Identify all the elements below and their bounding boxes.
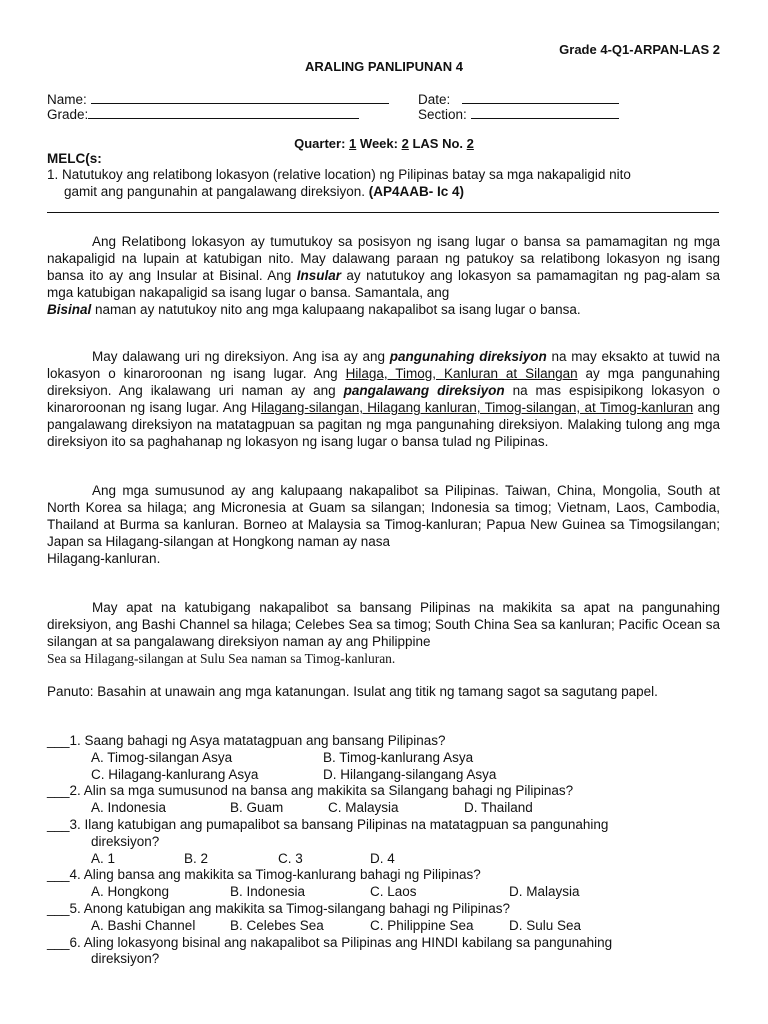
paragraph-directions (47, 348, 720, 450)
quarter-value: 1 (349, 136, 357, 151)
las-value: 2 (466, 136, 474, 151)
q2-option-b[interactable]: B. Guam (230, 800, 284, 816)
p4-text-a: May apat na katubigang nakapalibot sa bansang Pilipinas na makikita sa apat na pangunahing direksiyon, ang Bashi Channel sa hilaga; Celebes Sea sa timog; South China Sea sa kanluran; Pacific Ocean sa silangan at sa pangalawang direksiyon naman ay ang Philippine (47, 600, 720, 649)
q1-option-c[interactable]: C. Hilagang-kanlurang Asya (91, 766, 259, 782)
question-1-options-row-1 (47, 750, 720, 767)
section-label: Section: (418, 107, 467, 122)
name-field (47, 91, 389, 107)
paragraph-relative-location (47, 233, 720, 318)
q4-option-b[interactable]: B. Indonesia (230, 884, 306, 900)
melc-text (47, 166, 727, 200)
subject-title: ARALING PANLIPUNAN 4 (305, 59, 463, 74)
q3-option-b[interactable]: B. 2 (184, 850, 209, 866)
paragraph-surrounding-waters (47, 599, 720, 667)
p2-text-c: ay mga pangunahing direksiyon. Ang ikalawang uri naman ay ang (47, 366, 720, 398)
paragraph-surrounding-lands (47, 482, 720, 567)
question-1-options-row-2 (47, 767, 720, 784)
question-3: ___3. Ilang katubigan ang pumapalibot sa bansang Pilipinas na matatagpuan sa pangunahing (47, 816, 609, 832)
p1-text-a: Ang Relatibong lokasyon ay tumutukoy sa posisyon ng isang lugar o bansa sa pamamagitan ng mga nakapaligid na lupain at katubigan nito. May dalawang paraan ng patukoy sa relatibong lokasyon ng isang bansa ito ay ang Insular at Bisinal. Ang (47, 234, 720, 283)
q5-option-b[interactable]: B. Celebes Sea (230, 917, 324, 933)
section-blank[interactable] (471, 106, 619, 119)
p1-text-b: ay natutukoy ang lokasyon sa pamamagitan ng pag-alam sa mga katubigan nakapaligid sa isang lugar o bansa. Samantala, ang (47, 268, 720, 300)
p3-text-a: Ang mga sumusunod ay ang kalupaang nakapalibot sa Pilipinas. Taiwan, China, Mongolia, South at North Korea sa hilaga; ang Micronesia at Guam sa silangan; Indonesia sa timog; Vietnam, Laos, Cambodia, Thailand at Burma sa kanluran. Borneo at Malaysia sa Timog-kanluran; Papua New Guinea sa Timogsilangan; Japan sa Hilagang-silangan at Hongkong naman ay nasa (47, 483, 720, 549)
melc-line-2: gamit ang pangunahin at pangalawang direksiyon. (64, 184, 365, 199)
question-3-options (47, 851, 720, 868)
question-4: ___4. Aling bansa ang makikita sa Timog-kanlurang bahagi ng Pilipinas? (47, 867, 481, 883)
p4-text-b: Sea sa Hilagang-silangan at Sulu Sea naman sa Timog-kanluran. (47, 651, 396, 666)
date-field (418, 91, 619, 107)
date-label: Date: (418, 92, 451, 107)
document-code: Grade 4-Q1-ARPAN-LAS 2 (559, 42, 720, 57)
q1-option-a[interactable]: A. Timog-silangan Asya (91, 749, 233, 765)
section-field (418, 106, 619, 122)
main-directions: Hilaga, Timog, Kanluran at Silangan (345, 366, 578, 381)
question-5: ___5. Anong katubigan ang makikita sa Timog-silangang bahagi ng Pilipinas? (47, 900, 511, 916)
name-blank[interactable] (91, 91, 389, 104)
p2-text-a: May dalawang uri ng direksiyon. Ang isa ay ang (92, 349, 386, 364)
q3-option-a[interactable]: A. 1 (91, 850, 116, 866)
question-6-continued: direksiyon? (91, 951, 160, 967)
date-blank[interactable] (462, 91, 619, 104)
q4-option-d[interactable]: D. Malaysia (509, 884, 580, 900)
question-4-options (47, 884, 720, 901)
week-value: 2 (401, 136, 409, 151)
grade-blank[interactable] (88, 106, 359, 119)
q5-option-c[interactable]: C. Philippine Sea (370, 917, 474, 933)
question-3-continued: direksiyon? (91, 833, 160, 849)
q3-option-d[interactable]: D. 4 (370, 850, 395, 866)
secondary-directions: ilagang-silangan, Hilagang kanluran, Timog-silangan, at Timog-kanluran (260, 400, 694, 415)
p2-text-b: na may eksakto at tuwid na lokasyon o kinaroroonan ng isang lugar. Ang (47, 349, 720, 381)
q5-option-a[interactable]: A. Bashi Channel (91, 917, 196, 933)
q4-option-a[interactable]: A. Hongkong (91, 884, 170, 900)
question-1: ___1. Saang bahagi ng Asya matatagpuan ang bansang Pilipinas? (47, 733, 446, 748)
instructions: Panuto: Basahin at unawain ang mga katanungan. Isulat ang titik ng tamang sagot sa sagutang papel. (47, 684, 658, 699)
q1-option-d[interactable]: D. Hilangang-silangang Asya (323, 766, 497, 782)
q2-option-a[interactable]: A. Indonesia (91, 800, 167, 816)
term-pangunahing: pangunahing direksiyon (389, 349, 547, 364)
p2-text-d: na mas espisipikong lokasyon o kinaroroonan ng isang lugar. Ang H (47, 383, 720, 415)
q4-option-c[interactable]: C. Laos (370, 884, 417, 900)
melc-line-2-wrap (47, 183, 727, 200)
q1-option-b[interactable]: B. Timog-kanlurang Asya (323, 749, 474, 765)
name-label: Name: (47, 92, 87, 107)
p1-text-c: naman ay natutukoy nito ang mga kalupaang nakapalibot sa isang lugar o bansa. (95, 302, 581, 317)
week-label: Week: (359, 136, 398, 151)
q5-option-d[interactable]: D. Sulu Sea (509, 917, 582, 933)
p2-text-e: ang pangalawang direksiyon na matatagpuan sa pagitan ng mga pangunahing direksiyon. Malaking tulong ang mga direksiyon ito sa paghahanap ng lokasyon ng isang lugar o bansa tulad ng Pilipinas. (47, 400, 720, 449)
grade-field (47, 106, 359, 122)
quarter-week-las (0, 136, 768, 151)
question-2: ___2. Alin sa mga sumusunod na bansa ang makikita sa Silangang bahagi ng Pilipinas? (47, 783, 574, 799)
question-5-options (47, 918, 720, 935)
term-pangalawang: pangalawang direksiyon (343, 383, 505, 398)
melc-heading: MELC(s: (47, 151, 102, 166)
question-2-options (47, 800, 720, 817)
term-insular: Insular (296, 268, 341, 283)
q2-option-d[interactable]: D. Thailand (464, 800, 533, 816)
quarter-label: Quarter: (294, 136, 346, 151)
term-bisinal: Bisinal (47, 302, 92, 317)
q2-option-c[interactable]: C. Malaysia (328, 800, 399, 816)
las-label: LAS No. (412, 136, 464, 151)
melc-line-1: 1. Natutukoy ang relatibong lokasyon (relative location) ng Pilipinas batay sa mga nakapaligid nito (47, 167, 631, 182)
divider-line (47, 212, 719, 213)
grade-label: Grade: (47, 107, 89, 122)
question-list (47, 733, 720, 968)
p3-text-b: Hilagang-kanluran. (47, 551, 161, 566)
melc-code: (AP4AAB- Ic 4) (368, 184, 464, 199)
question-6: ___6. Aling lokasyong bisinal ang nakapalibot sa Pilipinas ang HINDI kabilang sa pangunahing (47, 934, 613, 950)
q3-option-c[interactable]: C. 3 (278, 850, 303, 866)
